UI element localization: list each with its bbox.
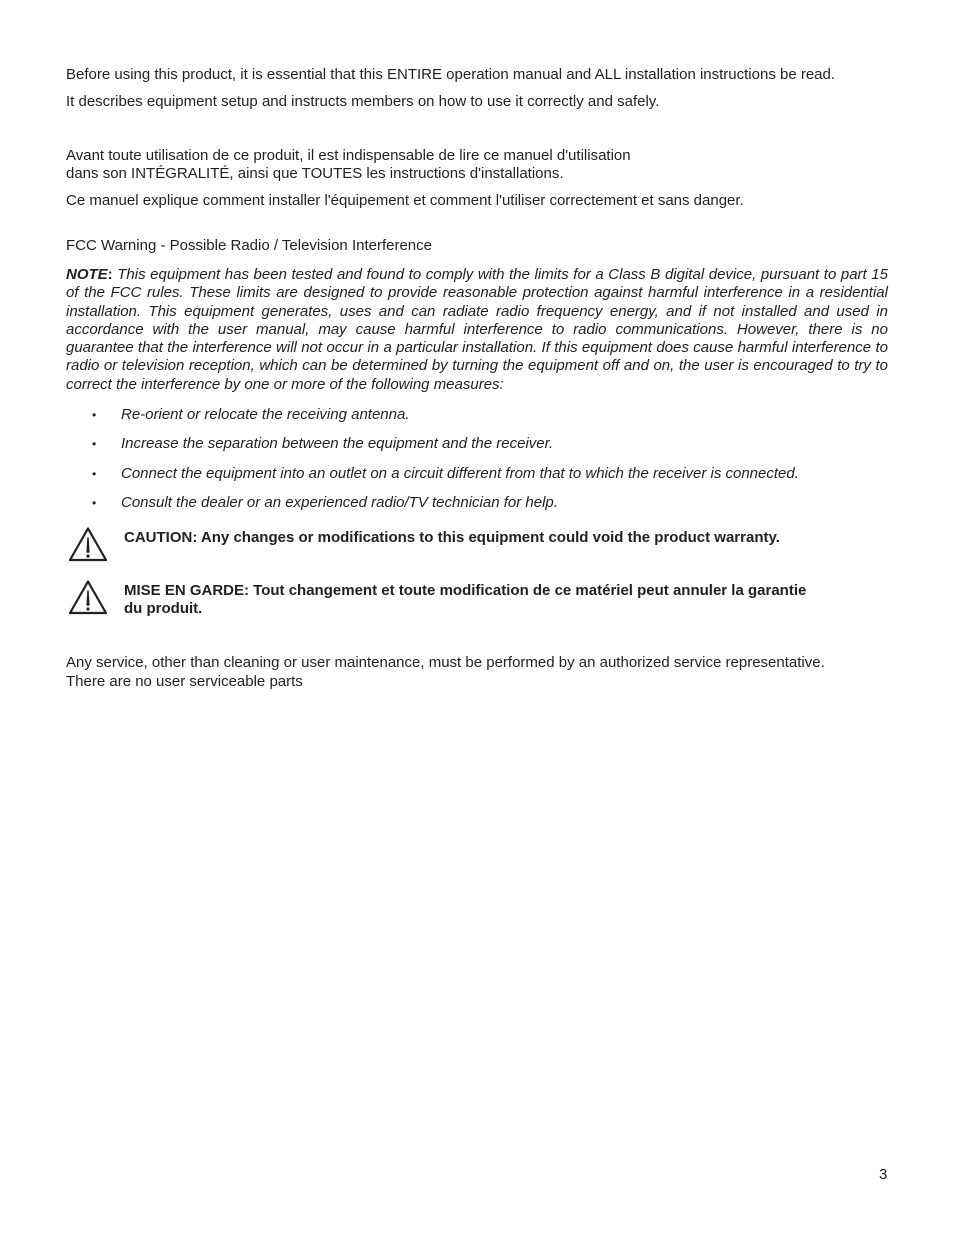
caution-fr-line1: MISE EN GARDE: Tout changement et toute modification de ce matériel peut annuler la garantie	[124, 582, 807, 599]
warning-triangle-icon	[68, 526, 108, 562]
fcc-heading: FCC Warning - Possible Radio / Television Interference	[66, 237, 432, 254]
note-body: This equipment has been tested and found to comply with the limits for a Class B digital device, pursuant to part 15 of the FCC rules. These limits are designed to provide reasonable protection against harmful interference in a residential installation. This equipment generates, uses and can radiate radio frequency energy, and if not installed and used in accordance with the user manual, may cause harmful interference to radio communications. However, there is no guarantee that the interference will not occur in a particular installation. If this equipment does cause harmful interference to radio or television reception, which can be determined by turning the equipment off and on, the user is encouraged to try to correct the interference by one or more of the following measures:	[66, 266, 888, 393]
bullet-icon: •	[92, 496, 97, 510]
intro-fr-line3: Ce manuel explique comment installer l'équipement et comment l'utiliser correctement et sans danger.	[66, 192, 744, 209]
bullet-icon: •	[92, 437, 97, 451]
service-line1: Any service, other than cleaning or user maintenance, must be performed by an authorized service representative.	[66, 654, 825, 671]
fcc-note	[66, 266, 888, 394]
service-line2: There are no user serviceable parts	[66, 673, 303, 690]
caution-en: CAUTION: Any changes or modifications to this equipment could void the product warranty.	[124, 529, 780, 546]
page-number: 3	[879, 1166, 888, 1183]
warning-triangle-icon	[68, 579, 108, 615]
intro-fr-line2: dans son INTÉGRALITÉ, ainsi que TOUTES les instructions d'installations.	[66, 165, 564, 182]
intro-en-line1: Before using this product, it is essential that this ENTIRE operation manual and ALL installation instructions be read.	[66, 66, 836, 83]
note-label-text: NOTE	[66, 266, 108, 283]
note-label	[66, 266, 113, 283]
measure-text: Increase the separation between the equipment and the receiver.	[121, 435, 554, 452]
bullet-icon: •	[92, 408, 97, 422]
intro-fr-line1: Avant toute utilisation de ce produit, il est indispensable de lire ce manuel d'utilisation	[66, 147, 631, 164]
measure-text: Connect the equipment into an outlet on a circuit different from that to which the receiver is connected.	[121, 465, 799, 482]
caution-fr-line2: du produit.	[124, 600, 203, 617]
note-colon: :	[107, 266, 113, 283]
measure-text: Re-orient or relocate the receiving antenna.	[121, 406, 410, 423]
intro-en-line2: It describes equipment setup and instructs members on how to use it correctly and safely.	[66, 93, 660, 110]
bullet-icon: •	[92, 467, 97, 481]
measure-text: Consult the dealer or an experienced radio/TV technician for help.	[121, 494, 558, 511]
